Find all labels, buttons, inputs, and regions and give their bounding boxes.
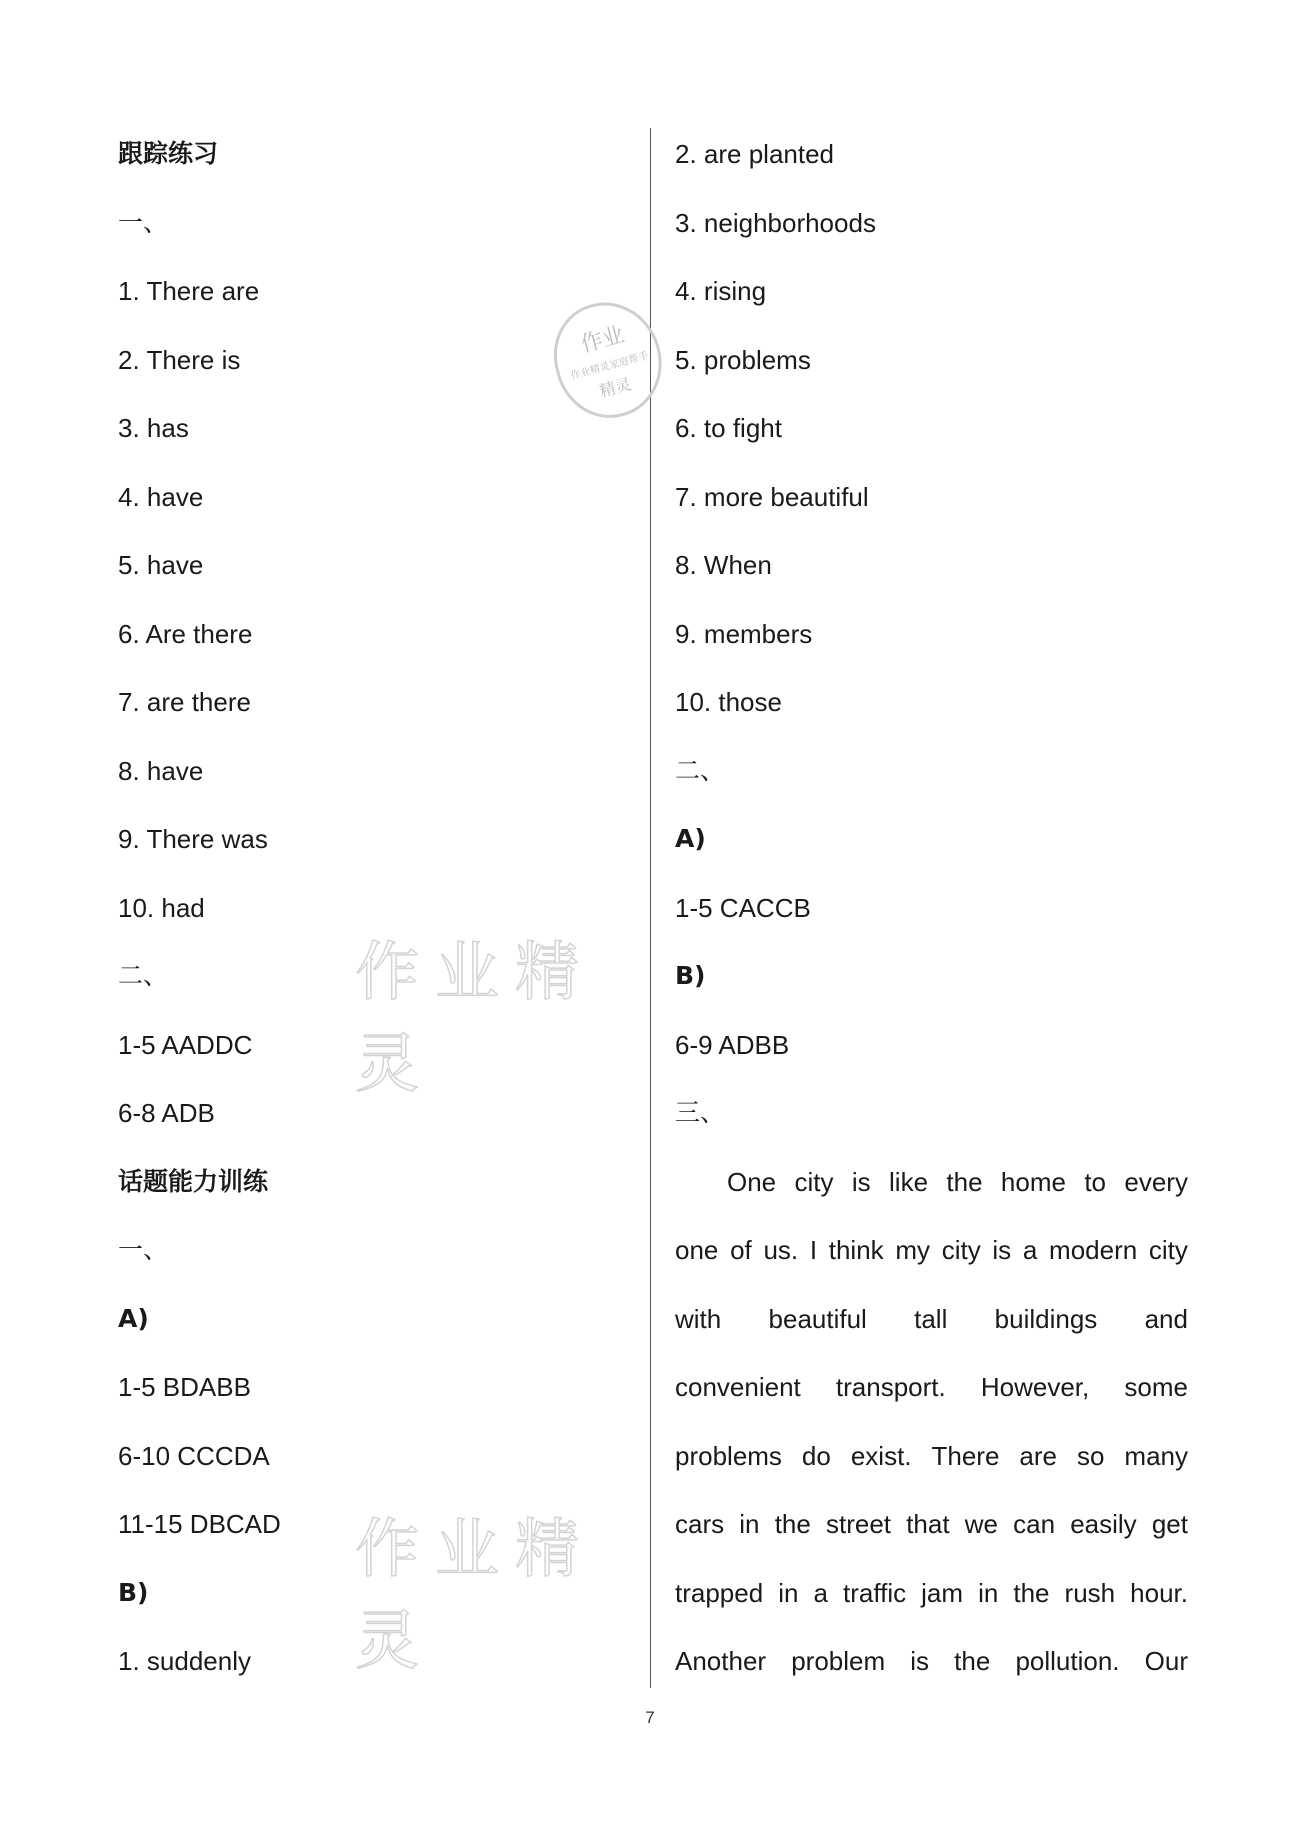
essay-line xyxy=(675,1559,1188,1628)
essay-word: the xyxy=(946,1166,983,1197)
essay-word: However, xyxy=(980,1372,1090,1402)
essay-word: we xyxy=(964,1509,998,1539)
essay-word: in xyxy=(978,1577,999,1608)
essay-line xyxy=(675,1353,1188,1422)
essay-word: the xyxy=(1013,1577,1050,1608)
answer-item: 2. There is xyxy=(118,344,241,375)
right-column xyxy=(675,120,1188,1696)
answer-item: 4. rising xyxy=(675,276,767,306)
essay-word: easily xyxy=(1070,1509,1137,1539)
essay-word: city xyxy=(794,1166,834,1197)
essay-word: Another xyxy=(675,1646,767,1676)
essay-word: in xyxy=(778,1577,799,1608)
essay-word: one xyxy=(675,1235,719,1265)
answer-item: 1. There are xyxy=(118,276,260,306)
essay-word: traffic xyxy=(843,1577,907,1608)
essay-word: problems xyxy=(675,1440,782,1471)
essay-word: rush xyxy=(1064,1577,1116,1608)
answer-item: 5. have xyxy=(118,550,204,580)
essay-word: home xyxy=(1000,1166,1066,1197)
essay-word: like xyxy=(889,1166,929,1197)
essay-word: is xyxy=(910,1646,930,1676)
essay-word: my xyxy=(895,1235,931,1265)
answer-item: 4. have xyxy=(118,481,204,512)
answer-item: 8. have xyxy=(118,755,204,786)
essay-word: a xyxy=(1022,1235,1038,1265)
answer-item: 7. more beautiful xyxy=(675,481,869,512)
essay-word: city xyxy=(1148,1235,1188,1265)
essay-word: exist. xyxy=(850,1440,912,1471)
answer-item: 9. members xyxy=(675,618,813,649)
seal-line: 作业精灵家庭帮手 xyxy=(569,350,650,382)
seal-line: 精灵 xyxy=(597,373,634,401)
essay-word: the xyxy=(774,1509,811,1539)
essay-word: problem xyxy=(791,1646,886,1676)
essay-word: of xyxy=(730,1235,752,1265)
essay-word: is xyxy=(992,1235,1012,1265)
essay-word: pollution. xyxy=(1015,1646,1120,1676)
answer-item: 3. neighborhoods xyxy=(675,207,876,238)
watermark-text: 作业精灵 xyxy=(355,1513,595,1679)
essay-line xyxy=(675,1216,1188,1285)
essay-word: hour. xyxy=(1130,1577,1188,1608)
answer-item: 3. has xyxy=(118,413,189,443)
answer-item: 8. When xyxy=(675,550,772,580)
essay-word: convenient xyxy=(675,1372,801,1402)
essay-word: so xyxy=(1076,1440,1105,1471)
essay-word: think xyxy=(828,1235,884,1265)
essay-word: us. xyxy=(763,1235,799,1265)
answer-item: 6-10 CCCDA xyxy=(118,1440,270,1471)
essay-word: every xyxy=(1124,1166,1188,1197)
essay-word: buildings xyxy=(994,1303,1098,1334)
answer-item: 10. had xyxy=(118,892,205,923)
essay-word: the xyxy=(954,1646,991,1676)
essay-word: I xyxy=(809,1235,818,1265)
essay-line xyxy=(675,1285,1188,1354)
section-marker-2: 二、 xyxy=(118,961,169,990)
seal-line: 作业 xyxy=(578,321,628,358)
subsection-label-b: B) xyxy=(675,961,706,990)
essay-word: some xyxy=(1124,1372,1188,1402)
essay-paragraph xyxy=(675,1148,1188,1696)
answer-item: 2. are planted xyxy=(675,139,835,169)
answer-item: 10. those xyxy=(675,687,782,717)
essay-word: Our xyxy=(1144,1646,1188,1676)
essay-word: One xyxy=(727,1166,777,1197)
answer-item: 9. There was xyxy=(118,824,268,854)
essay-line xyxy=(675,1422,1188,1491)
essay-word: trapped xyxy=(675,1577,764,1608)
answer-item: 1-5 AADDC xyxy=(118,1029,253,1060)
answer-item: 1-5 CACCB xyxy=(675,892,811,923)
essay-word: tall xyxy=(914,1303,948,1334)
answer-item: 7. are there xyxy=(118,687,251,717)
essay-word: are xyxy=(1019,1440,1057,1471)
essay-word: do xyxy=(801,1440,831,1471)
essay-word: beautiful xyxy=(768,1303,867,1334)
section-heading-topic-training: 话题能力训练 xyxy=(118,1166,269,1196)
section-marker-3: 三、 xyxy=(675,1098,726,1127)
section-marker-2: 二、 xyxy=(675,755,726,785)
essay-word: that xyxy=(906,1509,950,1539)
subsection-label-a: A) xyxy=(675,824,706,853)
essay-word: can xyxy=(1013,1509,1056,1539)
answer-item: 6. to fight xyxy=(675,413,782,443)
essay-word: a xyxy=(813,1577,828,1608)
essay-word: is xyxy=(851,1166,871,1197)
page-number: 7 xyxy=(645,1708,655,1727)
answer-item: 5. problems xyxy=(675,344,811,375)
section-heading-tracking-practice: 跟踪练习 xyxy=(118,139,219,168)
answer-item: 6-9 ADBB xyxy=(675,1029,790,1060)
subsection-label-a: A) xyxy=(118,1303,149,1333)
essay-word: cars xyxy=(675,1509,725,1539)
answer-item: 6. Are there xyxy=(118,618,253,649)
answer-item: 1. suddenly xyxy=(118,1646,251,1676)
essay-word: to xyxy=(1084,1166,1106,1197)
answer-item: 6-8 ADB xyxy=(118,1098,215,1128)
essay-word: city xyxy=(941,1235,981,1265)
essay-word: street xyxy=(826,1509,892,1539)
essay-word: and xyxy=(1144,1303,1188,1334)
essay-line xyxy=(675,1490,1188,1559)
essay-word: transport. xyxy=(835,1372,946,1402)
essay-word: in xyxy=(739,1509,760,1539)
watermark-text: 作业精灵 xyxy=(355,936,595,1102)
essay-word: with xyxy=(675,1303,722,1334)
section-marker-1: 一、 xyxy=(118,207,169,237)
essay-word: get xyxy=(1151,1509,1188,1539)
essay-word: There xyxy=(931,1440,1000,1471)
answer-item: 1-5 BDABB xyxy=(118,1372,251,1402)
essay-line xyxy=(675,1627,1188,1696)
section-marker-1: 一、 xyxy=(118,1235,169,1264)
essay-line xyxy=(675,1148,1188,1217)
essay-word: jam xyxy=(921,1577,964,1608)
essay-word: many xyxy=(1124,1440,1188,1471)
answer-item: 11-15 DBCAD xyxy=(118,1509,281,1539)
essay-word: modern xyxy=(1049,1235,1138,1265)
subsection-label-b: B) xyxy=(118,1577,149,1607)
